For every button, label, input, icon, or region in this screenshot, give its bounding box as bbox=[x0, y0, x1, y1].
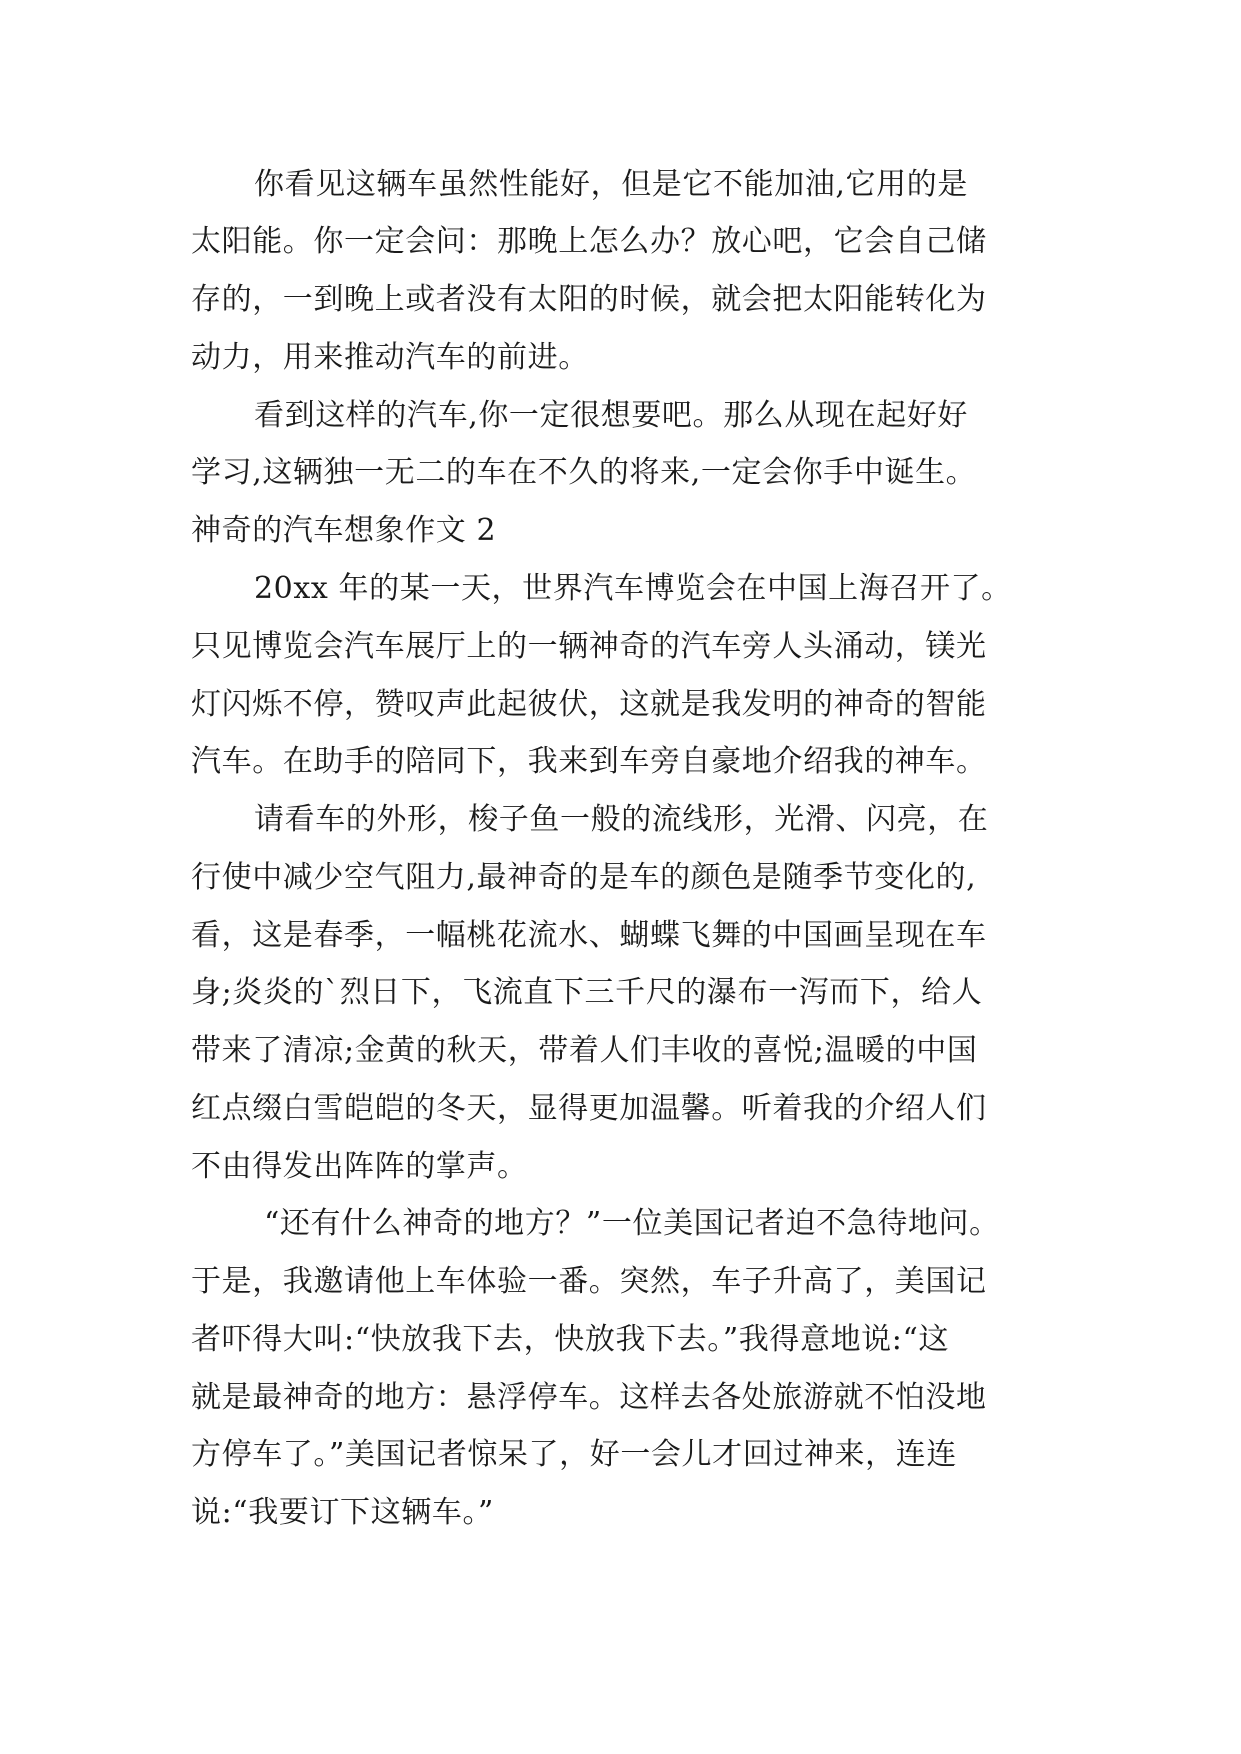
text-line: 学习,这辆独一无二的车在不久的将来,一定会你手中诞生。 bbox=[191, 455, 977, 490]
text-line: 太阳能。你一定会问：那晚上怎么办？放心吧，它会自己储 bbox=[191, 224, 987, 259]
text-line: 者吓得大叫:“快放我下去，快放我下去。”我得意地说:“这 bbox=[191, 1322, 950, 1357]
text-line: 灯闪烁不停，赞叹声此起彼伏，这就是我发明的神奇的智能 bbox=[191, 687, 987, 722]
text-line: 不由得发出阵阵的掌声。 bbox=[191, 1149, 528, 1184]
text-line: 存的，一到晚上或者没有太阳的时候，就会把太阳能转化为 bbox=[191, 282, 987, 317]
text-line: 看，这是春季，一幅桃花流水、蝴蝶飞舞的中国画呈现在车 bbox=[191, 918, 987, 953]
text-line: 行使中减少空气阻力,最神奇的是车的颜色是随季节变化的, bbox=[191, 860, 977, 895]
section-heading: 神奇的汽车想象作文 2 bbox=[191, 513, 497, 548]
text-line: 汽车。在助手的陪同下，我来到车旁自豪地介绍我的神车。 bbox=[191, 744, 987, 779]
text-line: 带来了清凉;金黄的秋天，带着人们丰收的喜悦;温暖的中国 bbox=[191, 1033, 978, 1068]
text-line: 请看车的外形，梭子鱼一般的流线形，光滑、闪亮，在 bbox=[254, 802, 989, 837]
text-line: 身;炎炎的`烈日下，飞流直下三千尺的瀑布一泻而下，给人 bbox=[191, 975, 983, 1010]
text-line: 红点缀白雪皑皑的冬天，显得更加温馨。听着我的介绍人们 bbox=[191, 1091, 987, 1126]
text-line: 只见博览会汽车展厅上的一辆神奇的汽车旁人头涌动，镁光 bbox=[191, 629, 987, 664]
text-line: 动力，用来推动汽车的前进。 bbox=[191, 340, 589, 375]
text-line: 方停车了。”美国记者惊呆了，好一会儿才回过神来，连连 bbox=[191, 1437, 957, 1472]
text-line: “还有什么神奇的地方？”一位美国记者迫不急待地问。 bbox=[264, 1206, 1000, 1241]
text-line: 于是，我邀请他上车体验一番。突然，车子升高了，美国记 bbox=[191, 1264, 987, 1299]
text-line: 就是最神奇的地方：悬浮停车。这样去各处旅游就不怕没地 bbox=[191, 1380, 987, 1415]
text-line: 你看见这辆车虽然性能好，但是它不能加油,它用的是 bbox=[254, 167, 968, 202]
text-line: 看到这样的汽车,你一定很想要吧。那么从现在起好好 bbox=[254, 398, 968, 433]
text-line: 20xx 年的某一天，世界汽车博览会在中国上海召开了。 bbox=[254, 571, 1012, 606]
text-line: 说:“我要订下这辆车。” bbox=[191, 1495, 494, 1530]
